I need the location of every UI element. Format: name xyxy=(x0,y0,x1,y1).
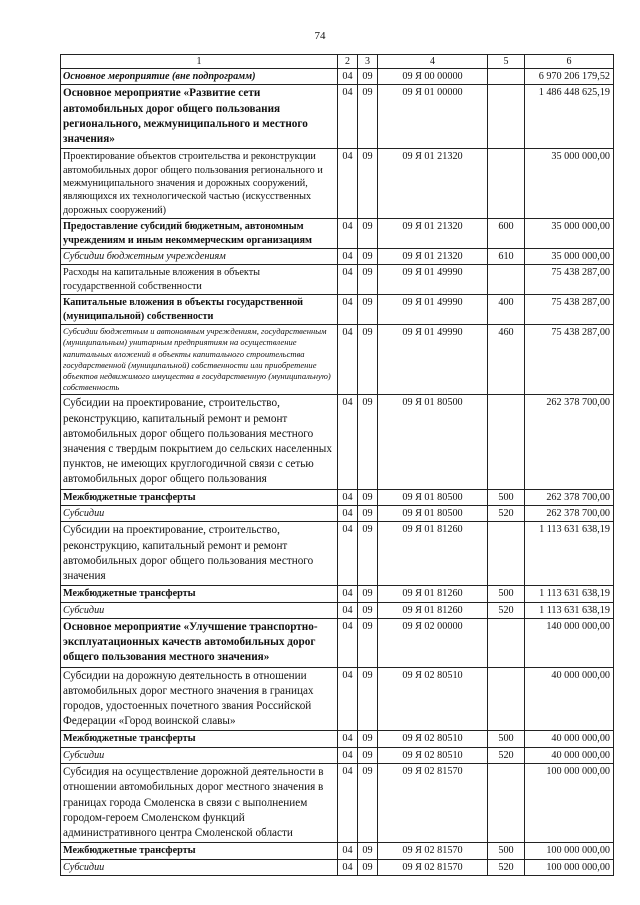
cell-vr xyxy=(488,149,525,219)
cell-vr xyxy=(488,395,525,489)
cell-rz: 04 xyxy=(338,325,358,395)
cell-sum: 100 000 000,00 xyxy=(525,764,614,843)
table-row xyxy=(61,731,614,747)
cell-name: Основное мероприятие (вне подпрограмм) xyxy=(61,69,338,85)
budget-table xyxy=(60,54,614,876)
cell-pr: 09 xyxy=(358,522,378,586)
cell-name: Субсидии на дорожную деятельность в отношении автомобильных дорог местного значения в границах городов, удостоенных почетного звания Российской Федерации «Город воинской славы» xyxy=(61,667,338,731)
cell-rz: 04 xyxy=(338,249,358,265)
cell-sum: 75 438 287,00 xyxy=(525,295,614,325)
table-row xyxy=(61,489,614,505)
cell-name: Субсидии на проектирование, строительство, реконструкцию, капитальный ремонт и ремонт автомобильных дорог общего пользования местного значения с твердым покрытием до сельских населенных пунктов, не имеющих круглогодичной связи с сетью автомобильных дорог общего пользования xyxy=(61,395,338,489)
cell-csr: 09 Я 01 49990 xyxy=(378,265,488,295)
cell-csr: 09 Я 02 81570 xyxy=(378,859,488,875)
cell-rz: 04 xyxy=(338,505,358,521)
cell-rz: 04 xyxy=(338,731,358,747)
cell-pr: 09 xyxy=(358,149,378,219)
header-cell: 6 xyxy=(525,55,614,69)
cell-name: Расходы на капитальные вложения в объекты государственной собственности xyxy=(61,265,338,295)
cell-csr: 09 Я 02 81570 xyxy=(378,764,488,843)
cell-sum: 75 438 287,00 xyxy=(525,265,614,295)
cell-pr: 09 xyxy=(358,586,378,602)
table-row xyxy=(61,85,614,149)
cell-csr: 09 Я 02 81570 xyxy=(378,843,488,859)
cell-csr: 09 Я 01 81260 xyxy=(378,586,488,602)
cell-csr: 09 Я 02 80510 xyxy=(378,747,488,763)
table-row xyxy=(61,602,614,618)
cell-name: Субсидии xyxy=(61,602,338,618)
table-row xyxy=(61,843,614,859)
table-row xyxy=(61,522,614,586)
cell-sum: 100 000 000,00 xyxy=(525,843,614,859)
cell-vr xyxy=(488,265,525,295)
cell-pr: 09 xyxy=(358,764,378,843)
cell-sum: 6 970 206 179,52 xyxy=(525,69,614,85)
cell-csr: 09 Я 01 49990 xyxy=(378,325,488,395)
cell-sum: 1 113 631 638,19 xyxy=(525,586,614,602)
cell-vr xyxy=(488,764,525,843)
cell-pr: 09 xyxy=(358,667,378,731)
cell-rz: 04 xyxy=(338,265,358,295)
table-row xyxy=(61,219,614,249)
cell-pr: 09 xyxy=(358,618,378,667)
cell-vr: 520 xyxy=(488,747,525,763)
cell-rz: 04 xyxy=(338,859,358,875)
cell-pr: 09 xyxy=(358,295,378,325)
cell-name: Субсидии бюджетным учреждениям xyxy=(61,249,338,265)
table-row xyxy=(61,249,614,265)
page-number: 74 xyxy=(314,30,326,42)
cell-pr: 09 xyxy=(358,85,378,149)
cell-pr: 09 xyxy=(358,859,378,875)
table-row xyxy=(61,764,614,843)
cell-vr: 500 xyxy=(488,586,525,602)
cell-name: Предоставление субсидий бюджетным, автономным учреждениям и иным некоммерческим организациям xyxy=(61,219,338,249)
cell-rz: 04 xyxy=(338,149,358,219)
cell-pr: 09 xyxy=(358,602,378,618)
cell-sum: 262 378 700,00 xyxy=(525,395,614,489)
cell-pr: 09 xyxy=(358,747,378,763)
cell-name: Субсидии xyxy=(61,747,338,763)
cell-sum: 40 000 000,00 xyxy=(525,667,614,731)
cell-rz: 04 xyxy=(338,764,358,843)
cell-vr: 600 xyxy=(488,219,525,249)
cell-name: Основное мероприятие «Развитие сети автомобильных дорог общего пользования регионального, межмуниципального и местного значения» xyxy=(61,85,338,149)
cell-sum: 1 113 631 638,19 xyxy=(525,602,614,618)
table-row xyxy=(61,667,614,731)
cell-name: Субсидии на проектирование, строительство, реконструкцию, капитальный ремонт и ремонт автомобильных дорог общего пользования местного значения xyxy=(61,522,338,586)
cell-rz: 04 xyxy=(338,295,358,325)
cell-pr: 09 xyxy=(358,325,378,395)
cell-vr: 460 xyxy=(488,325,525,395)
cell-sum: 35 000 000,00 xyxy=(525,219,614,249)
cell-csr: 09 Я 02 00000 xyxy=(378,618,488,667)
cell-sum: 262 378 700,00 xyxy=(525,489,614,505)
cell-name: Межбюджетные трансферты xyxy=(61,843,338,859)
cell-csr: 09 Я 00 00000 xyxy=(378,69,488,85)
header-cell: 4 xyxy=(378,55,488,69)
cell-csr: 09 Я 01 21320 xyxy=(378,249,488,265)
cell-rz: 04 xyxy=(338,586,358,602)
cell-sum: 262 378 700,00 xyxy=(525,505,614,521)
cell-rz: 04 xyxy=(338,667,358,731)
cell-sum: 140 000 000,00 xyxy=(525,618,614,667)
cell-csr: 09 Я 01 81260 xyxy=(378,522,488,586)
cell-vr: 520 xyxy=(488,505,525,521)
cell-name: Субсидии xyxy=(61,859,338,875)
cell-csr: 09 Я 01 21320 xyxy=(378,149,488,219)
cell-rz: 04 xyxy=(338,522,358,586)
table-header-row xyxy=(61,55,614,69)
header-cell: 3 xyxy=(358,55,378,69)
cell-name: Капитальные вложения в объекты государственной (муниципальной) собственности xyxy=(61,295,338,325)
cell-vr: 610 xyxy=(488,249,525,265)
cell-sum: 1 486 448 625,19 xyxy=(525,85,614,149)
cell-rz: 04 xyxy=(338,489,358,505)
cell-rz: 04 xyxy=(338,219,358,249)
cell-pr: 09 xyxy=(358,731,378,747)
cell-sum: 100 000 000,00 xyxy=(525,859,614,875)
cell-name: Проектирование объектов строительства и реконструкции автомобильных дорог общего пользования регионального и межмуниципального значения и дорожных сооружений, являющихся их технологической частью (искусственных дорожных сооружений) xyxy=(61,149,338,219)
cell-csr: 09 Я 01 81260 xyxy=(378,602,488,618)
cell-pr: 09 xyxy=(358,395,378,489)
cell-csr: 09 Я 01 00000 xyxy=(378,85,488,149)
cell-name: Основное мероприятие «Улучшение транспортно-эксплуатационных качеств автомобильных дорог общего пользования местного значения» xyxy=(61,618,338,667)
cell-sum: 40 000 000,00 xyxy=(525,731,614,747)
header-cell: 5 xyxy=(488,55,525,69)
table-row xyxy=(61,149,614,219)
cell-sum: 35 000 000,00 xyxy=(525,249,614,265)
cell-name: Межбюджетные трансферты xyxy=(61,489,338,505)
table-row xyxy=(61,395,614,489)
header-cell: 1 xyxy=(61,55,338,69)
cell-rz: 04 xyxy=(338,602,358,618)
cell-vr: 520 xyxy=(488,602,525,618)
cell-csr: 09 Я 01 80500 xyxy=(378,489,488,505)
cell-vr xyxy=(488,667,525,731)
cell-rz: 04 xyxy=(338,85,358,149)
cell-rz: 04 xyxy=(338,843,358,859)
cell-pr: 09 xyxy=(358,489,378,505)
cell-vr: 500 xyxy=(488,731,525,747)
cell-csr: 09 Я 01 80500 xyxy=(378,505,488,521)
cell-vr: 500 xyxy=(488,843,525,859)
cell-name: Субсидии бюджетным и автономным учреждениям, государственным (муниципальным) унитарным предприятиям на осуществление капитальных вложений в объекты капитального строительства государственной (муниципальной) собственности или приобретение объектов недвижимого имущества в государственную (муниципальную) собственность xyxy=(61,325,338,395)
table-row xyxy=(61,859,614,875)
cell-rz: 04 xyxy=(338,69,358,85)
table-row xyxy=(61,69,614,85)
cell-vr xyxy=(488,618,525,667)
cell-sum: 35 000 000,00 xyxy=(525,149,614,219)
table-row xyxy=(61,505,614,521)
cell-sum: 1 113 631 638,19 xyxy=(525,522,614,586)
cell-pr: 09 xyxy=(358,69,378,85)
cell-pr: 09 xyxy=(358,505,378,521)
cell-sum: 40 000 000,00 xyxy=(525,747,614,763)
cell-vr xyxy=(488,522,525,586)
cell-pr: 09 xyxy=(358,219,378,249)
cell-sum: 75 438 287,00 xyxy=(525,325,614,395)
cell-name: Субсидии xyxy=(61,505,338,521)
cell-rz: 04 xyxy=(338,618,358,667)
table-row xyxy=(61,586,614,602)
cell-csr: 09 Я 01 80500 xyxy=(378,395,488,489)
cell-vr xyxy=(488,69,525,85)
table-row xyxy=(61,747,614,763)
cell-rz: 04 xyxy=(338,395,358,489)
cell-csr: 09 Я 01 21320 xyxy=(378,219,488,249)
cell-name: Межбюджетные трансферты xyxy=(61,731,338,747)
cell-pr: 09 xyxy=(358,843,378,859)
cell-pr: 09 xyxy=(358,265,378,295)
cell-name: Межбюджетные трансферты xyxy=(61,586,338,602)
table-row xyxy=(61,618,614,667)
cell-rz: 04 xyxy=(338,747,358,763)
cell-csr: 09 Я 02 80510 xyxy=(378,731,488,747)
cell-vr: 500 xyxy=(488,489,525,505)
table-row xyxy=(61,265,614,295)
cell-vr: 400 xyxy=(488,295,525,325)
table-row xyxy=(61,325,614,395)
cell-csr: 09 Я 02 80510 xyxy=(378,667,488,731)
cell-pr: 09 xyxy=(358,249,378,265)
cell-csr: 09 Я 01 49990 xyxy=(378,295,488,325)
table-row xyxy=(61,295,614,325)
cell-vr xyxy=(488,85,525,149)
cell-name: Субсидия на осуществление дорожной деятельности в отношении автомобильных дорог местного значения в границах города Смоленска в связи с выполнением городом-героем Смоленском функций административного центра Смоленской области xyxy=(61,764,338,843)
cell-vr: 520 xyxy=(488,859,525,875)
header-cell: 2 xyxy=(338,55,358,69)
